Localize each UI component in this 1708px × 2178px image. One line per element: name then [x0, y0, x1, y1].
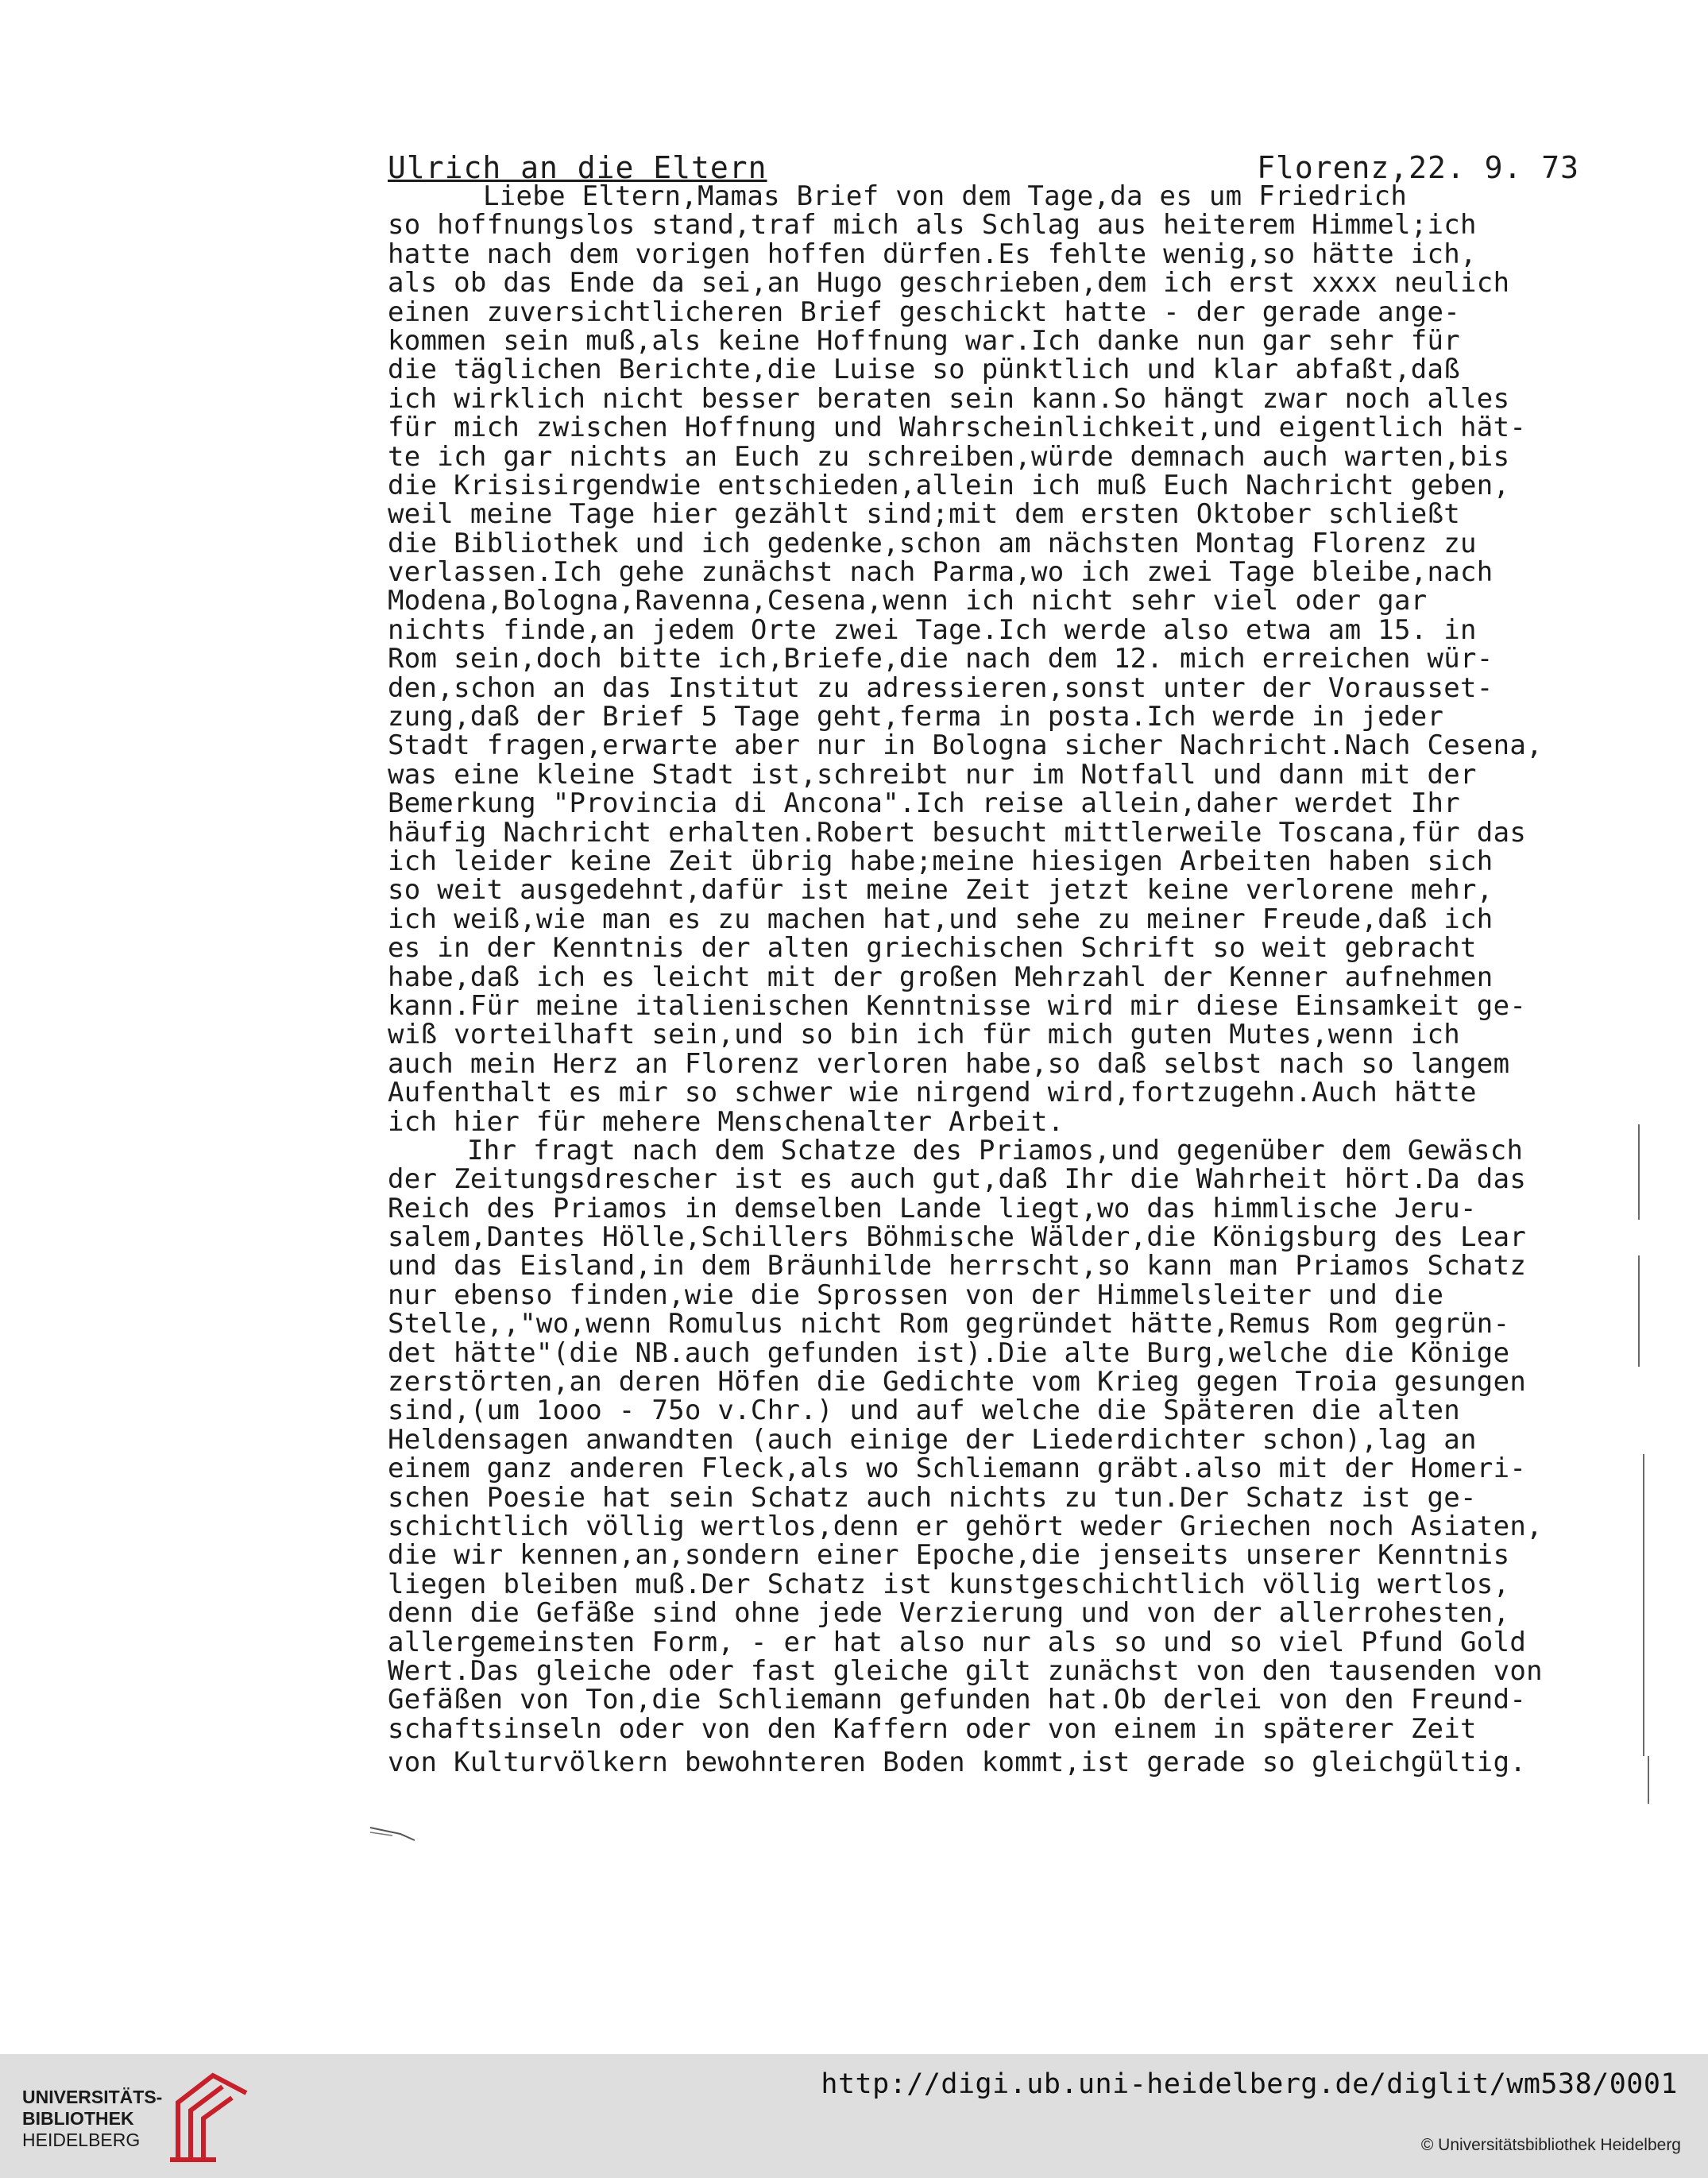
- pen-stroke-mark: [369, 1824, 416, 1842]
- letter-line: für mich zwischen Hoffnung und Wahrscheinlichkeit,und eigentlich hät-: [388, 412, 1527, 444]
- copyright-notice: © Universitätsbibliothek Heidelberg: [1420, 2136, 1681, 2154]
- letter-line: allergemeinsten Form, - er hat also nur als so und so viel Pfund Gold: [388, 1626, 1527, 1658]
- letter-body: [388, 150, 1651, 1779]
- letter-line: den,schon an das Institut zu adressieren,sonst unter der Vorausset-: [388, 671, 1494, 704]
- letter-line: ich wirklich nicht besser beraten sein kann.So hängt zwar noch alles: [388, 382, 1510, 415]
- letter-line: so weit ausgedehnt,dafür ist meine Zeit jetzt keine verlorene mehr,: [388, 874, 1494, 907]
- letter-line: was eine kleine Stadt ist,schreibt nur im Notfall und dann mit der: [388, 758, 1477, 791]
- letter-line: als ob das Ende da sei,an Hugo geschrieben,dem ich erst xxxx neulich: [388, 267, 1510, 300]
- letter-last-line: von Kulturvölkern bewohnteren Boden kommt,ist gerade so gleichgültig.: [388, 1747, 1527, 1779]
- letter-line: und das Eisland,in dem Bräunhilde herrscht,so kann man Priamos Schatz: [388, 1250, 1527, 1282]
- letter-line: zerstörten,an deren Höfen die Gedichte vom Krieg gegen Troia gesungen: [388, 1366, 1527, 1398]
- scan-margin-mark: [1638, 1124, 1640, 1220]
- scan-margin-mark: [1638, 1255, 1640, 1367]
- logo-line-2: BIBLIOTHEK: [22, 2108, 134, 2129]
- letter-line: einen zuversichtlicheren Brief geschickt hatte - der gerade ange-: [388, 296, 1461, 328]
- letter-line: schichtlich völlig wertlos,denn er gehört weder Griechen noch Asiaten,: [388, 1510, 1543, 1542]
- letter-line: Stadt fragen,erwarte aber nur in Bologna sicher Nachricht.Nach Cesena,: [388, 729, 1543, 762]
- letter-line: Stelle,,"wo,wenn Romulus nicht Rom gegründet hätte,Remus Rom gegrün-: [388, 1308, 1510, 1340]
- scan-margin-mark: [1648, 1756, 1649, 1804]
- letter-line: Gefäßen von Ton,die Schliemann gefunden hat.Ob derlei von den Freund-: [388, 1684, 1527, 1716]
- document-url[interactable]: http://digi.ub.uni-heidelberg.de/diglit/wm538/0001: [821, 2068, 1678, 2100]
- letter-line: Liebe Eltern,Mamas Brief von dem Tage,da es um Friedrich: [483, 180, 1408, 212]
- library-logo[interactable]: [22, 2071, 253, 2164]
- letter-line: ich hier für mehere Menschenalter Arbeit.: [388, 1105, 1065, 1138]
- letter-line: zung,daß der Brief 5 Tage geht,ferma in posta.Ich werde in jeder: [388, 701, 1444, 733]
- letter-line: Heldensagen anwandten (auch einige der Liederdichter schon),lag an: [388, 1423, 1477, 1456]
- letter-line: denn die Gefäße sind ohne jede Verzierung und von der allerrohesten,: [388, 1597, 1510, 1630]
- letter-line: Rom sein,doch bitte ich,Briefe,die nach dem 12. mich erreichen wür-: [388, 643, 1494, 675]
- letter-line: ich weiß,wie man es zu machen hat,und sehe zu meiner Freude,daß ich: [388, 903, 1494, 935]
- letter-line: die wir kennen,an,sondern einer Epoche,die jenseits unserer Kenntnis: [388, 1539, 1510, 1572]
- letter-header: [388, 150, 1579, 185]
- letter-line: salem,Dantes Hölle,Schillers Böhmische Wälder,die Königsburg des Lear: [388, 1221, 1527, 1254]
- letter-line: verlassen.Ich gehe zunächst nach Parma,wo ich zwei Tage bleibe,nach: [388, 556, 1494, 589]
- letter-line: häufig Nachricht erhalten.Robert besucht mittlerweile Toscana,für das: [388, 816, 1527, 849]
- letter-line: es in der Kenntnis der alten griechischen Schrift so weit gebracht: [388, 932, 1477, 965]
- scan-margin-mark: [1643, 1454, 1644, 1756]
- letter-line: weil meine Tage hier gezählt sind;mit dem ersten Oktober schließt: [388, 498, 1461, 531]
- library-logo-icon: [164, 2071, 251, 2164]
- letter-line: Bemerkung "Provincia di Ancona".Ich reise allein,daher werdet Ihr: [388, 787, 1461, 820]
- letter-line: ich leider keine Zeit übrig habe;meine hiesigen Arbeiten haben sich: [388, 845, 1494, 877]
- letter-line: die Krisisirgendwie entschieden,allein ich muß Euch Nachricht geben,: [388, 469, 1510, 501]
- letter-line: Reich des Priamos in demselben Lande liegt,wo das himmlische Jeru-: [388, 1192, 1477, 1224]
- letter-line: te ich gar nichts an Euch zu schreiben,würde demnach auch warten,bis: [388, 440, 1510, 473]
- letter-line: Aufenthalt es mir so schwer wie nirgend wird,fortzugehn.Auch hätte: [388, 1077, 1477, 1109]
- letter-heading: Ulrich an die Eltern: [388, 150, 767, 185]
- letter-line: hatte nach dem vorigen hoffen dürfen.Es fehlte wenig,so hätte ich,: [388, 238, 1477, 270]
- letter-line: schen Poesie hat sein Schatz auch nichts zu tun.Der Schatz ist ge-: [388, 1481, 1477, 1514]
- letter-place-date: Florenz,22. 9. 73: [1257, 150, 1579, 185]
- letter-line: kann.Für meine italienischen Kenntnisse wird mir diese Einsamkeit ge-: [388, 989, 1527, 1022]
- letter-line: kommen sein muß,als keine Hoffnung war.Ich danke nun gar sehr für: [388, 324, 1461, 357]
- letter-line: Ihr fragt nach dem Schatze des Priamos,und gegenüber dem Gewäsch: [467, 1134, 1524, 1166]
- letter-line: der Zeitungsdrescher ist es auch gut,daß Ihr die Wahrheit hört.Da das: [388, 1163, 1527, 1196]
- letter-line: Modena,Bologna,Ravenna,Cesena,wenn ich nicht sehr viel oder gar: [388, 585, 1428, 617]
- letter-line: det hätte"(die NB.auch gefunden ist).Die alte Burg,welche die Könige: [388, 1337, 1510, 1369]
- letter-line: die täglichen Berichte,die Luise so pünktlich und klar abfaßt,daß: [388, 354, 1461, 386]
- letter-line: nur ebenso finden,wie die Sprossen von der Himmelsleiter und die: [388, 1279, 1444, 1311]
- letter-lines: [388, 182, 1651, 1743]
- logo-line-3: HEIDELBERG: [22, 2130, 141, 2150]
- letter-line: auch mein Herz an Florenz verloren habe,so daß selbst nach so langem: [388, 1047, 1510, 1080]
- letter-line: sind,(um 1ooo - 75o v.Chr.) und auf welche die Späteren die alten: [388, 1395, 1461, 1427]
- letter-line: die Bibliothek und ich gedenke,schon am nächsten Montag Florenz zu: [388, 527, 1477, 559]
- letter-line: einem ganz anderen Fleck,als wo Schliemann gräbt.also mit der Homeri-: [388, 1453, 1527, 1485]
- letter-line: wiß vorteilhaft sein,und so bin ich für mich guten Mutes,wenn ich: [388, 1019, 1461, 1051]
- library-logo-text: [22, 2087, 162, 2151]
- letter-line: habe,daß ich es leicht mit der großen Mehrzahl der Kenner aufnehmen: [388, 961, 1494, 993]
- letter-line: liegen bleiben muß.Der Schatz ist kunstgeschichtlich völlig wertlos,: [388, 1568, 1510, 1600]
- letter-line: schaftsinseln oder von den Kaffern oder von einem in späterer Zeit: [388, 1712, 1477, 1745]
- letter-line: Wert.Das gleiche oder fast gleiche gilt zunächst von den tausenden von: [388, 1654, 1543, 1687]
- letter-line: so hoffnungslos stand,traf mich als Schlag aus heiterem Himmel;ich: [388, 209, 1477, 242]
- logo-line-1: UNIVERSITÄTS-: [22, 2087, 163, 2107]
- letter-line: nichts finde,an jedem Orte zwei Tage.Ich werde also etwa am 15. in: [388, 613, 1477, 646]
